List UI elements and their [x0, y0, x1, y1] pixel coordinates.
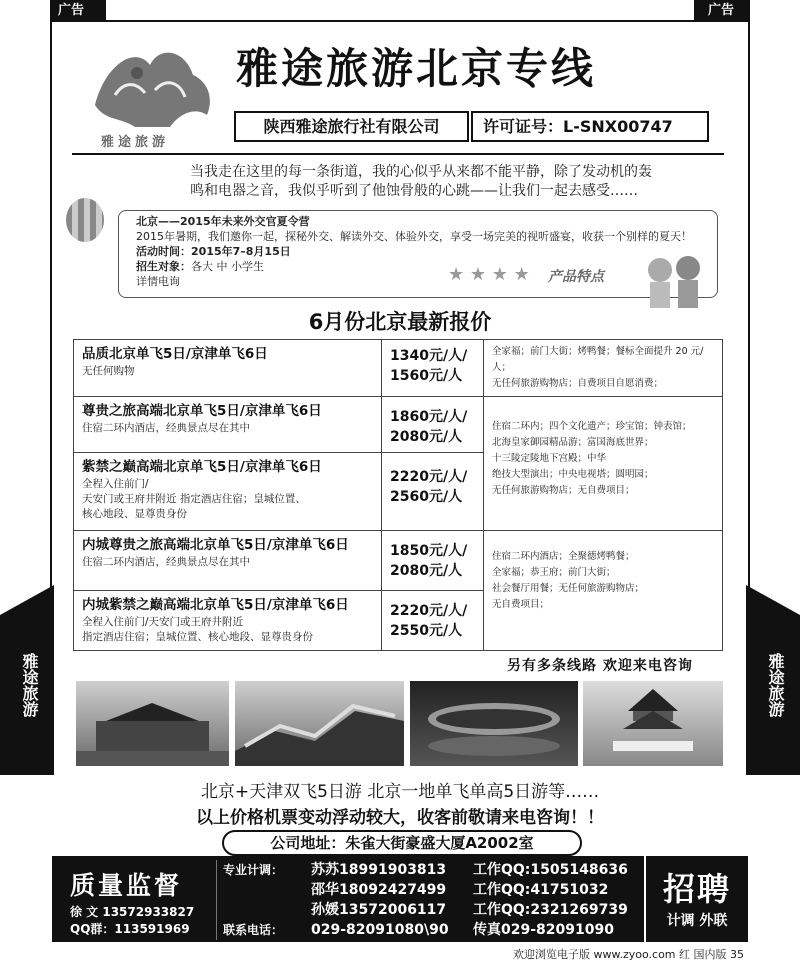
- route-price: 2080元/人: [390, 563, 463, 579]
- route-note: 住宿二环内；四个文化遗产；珍宝馆；钟表馆；: [492, 421, 692, 432]
- route-desc: 天安门或王府井附近 指定酒店住宿；皇城位置、: [82, 493, 306, 505]
- table-row: [74, 531, 723, 591]
- route-price: 2080元/人: [390, 429, 463, 445]
- quality-contact: 徐 文 13572933827: [70, 905, 195, 919]
- ad-tag-left: 广告: [52, 0, 106, 22]
- contact-name: 邵华18092427499: [311, 882, 447, 898]
- camp-heading: 北京——2015年未来外交官夏令营: [136, 215, 310, 228]
- balloon-icon: [66, 198, 104, 242]
- camp-target-label: 招生对象：: [136, 260, 191, 273]
- contact-name: 苏苏18991903813: [311, 862, 447, 878]
- left-border: [0, 0, 52, 605]
- intro-text: 当我走在这里的每一条街道，我的心似乎从来都不能平静，除了发动机的轰鸣和电器之音，我似乎听到了他蚀骨般的心跳——让我们一起去感受……: [190, 164, 652, 199]
- route-note: 全家福；前门大街；烤鸭餐；餐标全面提升 20 元/人；: [492, 346, 704, 373]
- price-table: [73, 339, 723, 651]
- contact-row: [223, 920, 656, 940]
- contact-row: [223, 900, 656, 920]
- route-desc: 指定酒店住宿；皇城位置、核心地段、显尊贵身份: [82, 631, 313, 643]
- route-note: 无任何旅游购物店；无自费项目；: [492, 485, 635, 496]
- route-price: 2550元/人: [390, 623, 463, 639]
- camp-body: 2015年暑期，我们邀你一起，探秘外交、解读外交、体验外交，享受一场完美的视听盛宴，收获一个别样的夏天！: [136, 230, 692, 243]
- contact-qq: 工作QQ:41751032: [473, 882, 609, 898]
- price-notice: 以上价格机票变动浮动较大，收客前敬请来电咨询！！: [196, 808, 604, 828]
- route-price: 1340元/人/: [390, 348, 468, 364]
- route-price: 2220元/人/: [390, 603, 468, 619]
- contact-band: [52, 856, 748, 942]
- route-note: 绝技大型演出；中央电视塔；圆明园；: [492, 469, 654, 480]
- route-title: 紫禁之巅高端北京单飞5日/京津单飞6日: [82, 459, 322, 475]
- price-heading: 6月份北京最新报价: [308, 310, 492, 334]
- company-address: 公司地址：朱雀大街豪盛大厦A2002室: [222, 830, 582, 856]
- license-number: 许可证号：L-SNX00747: [471, 111, 709, 142]
- birds-nest-photo: [410, 681, 578, 766]
- contacts-list: [216, 860, 656, 940]
- contact-qq: 工作QQ:1505148636: [473, 862, 628, 878]
- contact-label: 专业计调：: [223, 863, 284, 877]
- top-rule: [52, 20, 748, 22]
- great-wall-photo: [235, 681, 404, 766]
- route-note: 北海皇家御园精品游；富国海底世界；: [492, 437, 654, 448]
- product-tag-graphic: [448, 264, 638, 286]
- route-desc: 核心地段、显尊贵身份: [82, 508, 187, 520]
- route-title: 内城紫禁之巅高端北京单飞5日/京津单飞6日: [82, 597, 349, 613]
- recruit-roles: 计调 外联: [666, 913, 728, 929]
- route-note: 住宿二环内酒店；全聚德烤鸭餐；: [492, 551, 635, 562]
- route-note: 社会餐厅用餐；无任何旅游购物店；: [492, 583, 645, 594]
- contact-row: [223, 860, 656, 880]
- route-note: 全家福；恭王府；前门大街；: [492, 567, 616, 578]
- quality-qq-group: QQ群：113591969: [70, 922, 190, 936]
- temple-of-heaven-photo: [583, 681, 723, 766]
- route-price: 1560元/人: [390, 368, 463, 384]
- route-summary: 北京+天津双飞5日游 北京一地单飞单高5日游等……: [200, 782, 600, 802]
- table-row: [74, 397, 723, 453]
- route-note: 十三陵定陵地下宫殿；中华: [492, 453, 607, 464]
- contact-fax: 传真029-82091090: [473, 922, 614, 938]
- route-title: 尊贵之旅高端北京单飞5日/京津单飞6日: [82, 403, 322, 419]
- left-side-text: 雅途旅游: [20, 653, 39, 717]
- route-price: 2560元/人: [390, 489, 463, 505]
- route-desc: 住宿二环内酒店，经典景点尽在其中: [82, 556, 250, 568]
- route-note: 无自费项目；: [492, 599, 550, 610]
- camp-target: 各大 中 小学生: [191, 260, 264, 273]
- tiananmen-photo: [76, 681, 229, 766]
- contact-label: [223, 900, 311, 920]
- page-footer: 欢迎浏览电子版 www.zyoo.com 红 国内版 35: [513, 948, 744, 961]
- contact-label: 联系电话：: [223, 923, 284, 937]
- route-desc: 住宿二环内酒店，经典景点尽在其中: [82, 422, 250, 434]
- route-price: 1860元/人/: [390, 409, 468, 425]
- route-desc: 无任何购物: [82, 365, 135, 377]
- route-desc: 全程入住前门/: [82, 478, 149, 490]
- company-name: 陕西雅途旅行社有限公司: [234, 111, 469, 142]
- logo: [75, 35, 225, 153]
- right-border: [748, 0, 800, 605]
- camp-contact: 详情电询: [136, 275, 180, 288]
- page-title: 雅途旅游北京专线: [236, 44, 597, 93]
- table-row: [74, 340, 723, 397]
- product-tag: 产品特点: [548, 269, 604, 285]
- contact-label: [223, 880, 311, 900]
- route-title: 内城尊贵之旅高端北京单飞5日/京津单飞6日: [82, 537, 349, 553]
- contact-row: [223, 880, 656, 900]
- quality-title: 质量监督: [70, 871, 183, 900]
- recruit-box: [644, 856, 748, 942]
- camp-date-label: 活动时间：: [136, 245, 191, 258]
- route-title: 品质北京单飞5日/京津单飞6日: [82, 346, 268, 362]
- route-note: 无任何旅游购物店；自费项目自愿消费；: [492, 378, 664, 389]
- logo-caption: 雅途旅游: [101, 135, 170, 150]
- route-price: 1850元/人/: [390, 543, 468, 559]
- route-price: 2220元/人/: [390, 469, 468, 485]
- contact-name: 孙媛13572006117: [311, 902, 447, 918]
- contact-phone: 029-82091080\90: [311, 922, 449, 938]
- more-routes-text: 另有多条线路 欢迎来电咨询: [507, 658, 693, 674]
- camp-date: 2015年7–8月15日: [191, 245, 291, 258]
- contact-qq: 工作QQ:2321269739: [473, 902, 628, 918]
- header-divider: [72, 153, 724, 155]
- stars-icon: ★ ★ ★ ★: [448, 264, 530, 285]
- right-side-text: 雅途旅游: [766, 653, 785, 717]
- ad-tag-right: 广告: [694, 0, 748, 22]
- route-desc: 全程入住前门/天安门或王府井附近: [82, 616, 244, 628]
- recruit-title: 招聘: [662, 870, 731, 908]
